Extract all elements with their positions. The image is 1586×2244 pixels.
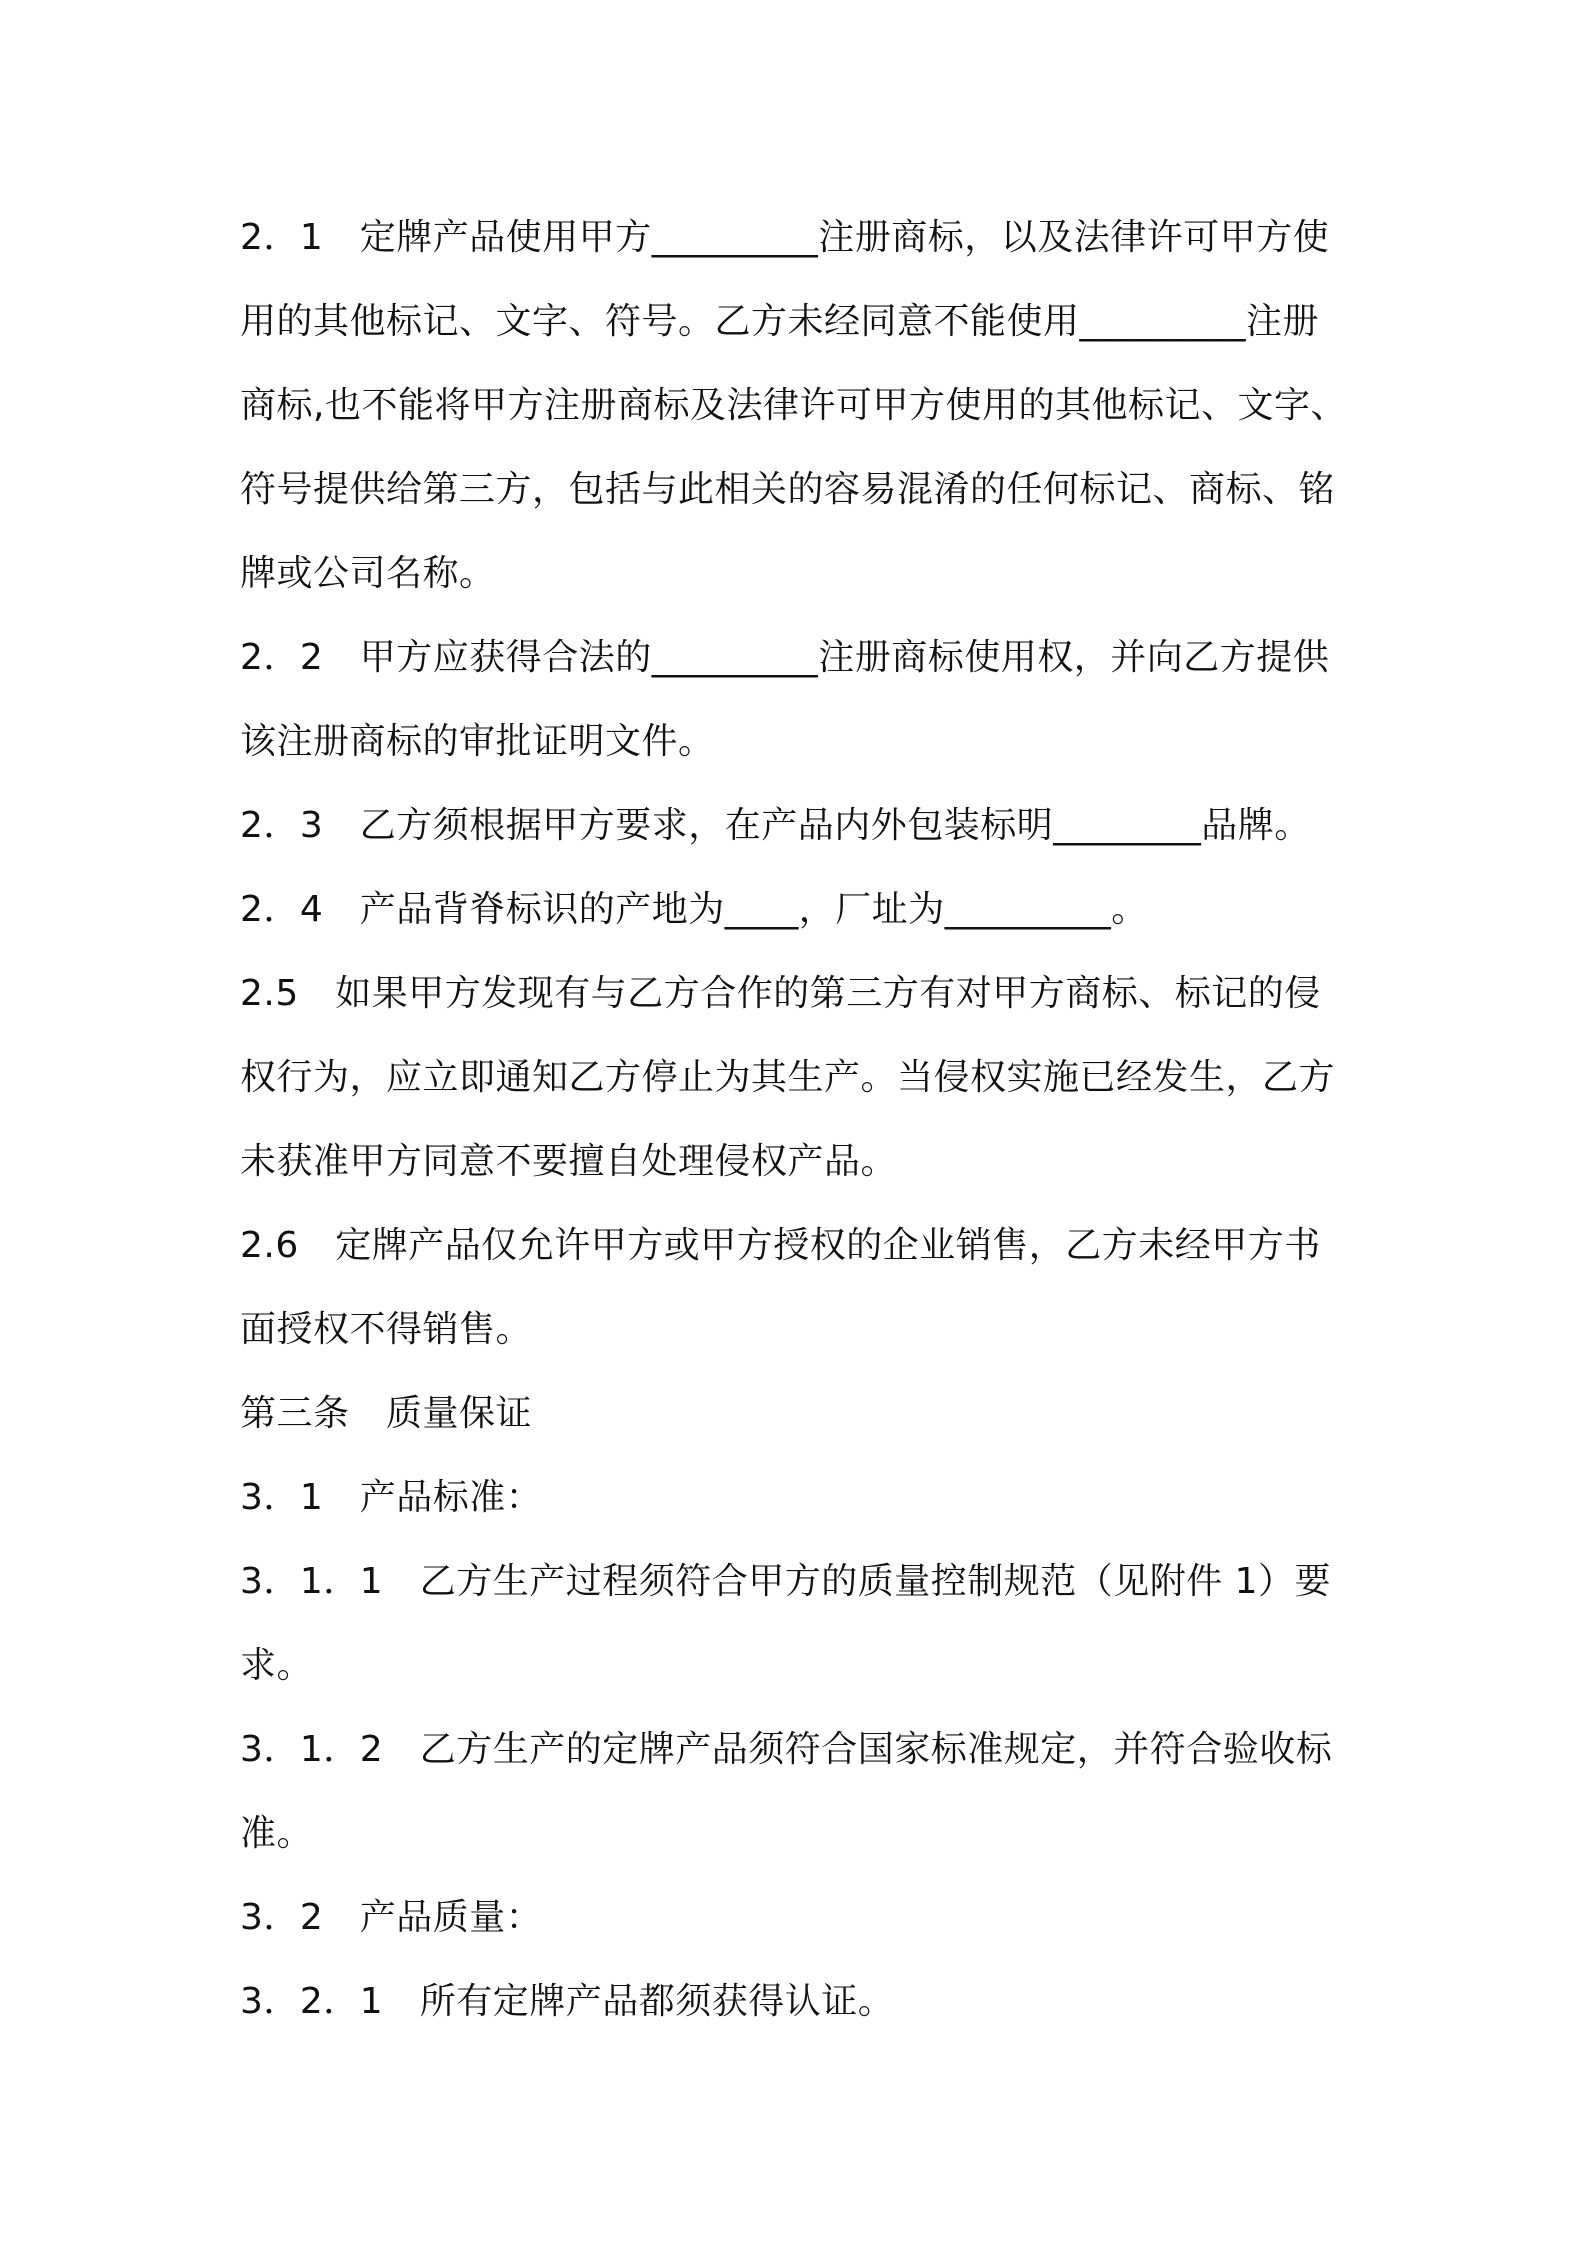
text-line-20: 准。: [240, 1813, 314, 1854]
text-line-2: 用的其他标记、文字、符号。乙方未经同意不能使用_________注册: [240, 301, 1320, 342]
text-line-6: 2．2 甲方应获得合法的_________注册商标使用权，并向乙方提供: [240, 637, 1330, 678]
text-line-7: 该注册商标的审批证明文件。: [240, 721, 715, 762]
text-line-11: 权行为，应立即通知乙方停止为其生产。当侵权实施已经发生，乙方: [240, 1057, 1336, 1098]
section-heading: 第三条 质量保证: [240, 1393, 533, 1434]
text-line-3: 商标,也不能将甲方注册商标及法律许可甲方使用的其他标记、文字、: [240, 385, 1347, 426]
text-line-22: 3．2．1 所有定牌产品都须获得认证。: [240, 1981, 895, 2022]
text-line-9: 2．4 产品背脊标识的产地为____，厂址为_________。: [240, 889, 1148, 930]
text-line-4: 符号提供给第三方，包括与此相关的容易混淆的任何标记、商标、铭: [240, 469, 1336, 510]
text-line-10: 2.5 如果甲方发现有与乙方合作的第三方有对甲方商标、标记的侵: [240, 973, 1321, 1014]
text-line-13: 2.6 定牌产品仅允许甲方或甲方授权的企业销售，乙方未经甲方书: [240, 1225, 1321, 1266]
text-line-5: 牌或公司名称。: [240, 553, 496, 594]
text-line-12: 未获准甲方同意不要擅自处理侵权产品。: [240, 1141, 898, 1182]
text-line-8: 2．3 乙方须根据甲方要求，在产品内外包装标明________品牌。: [240, 805, 1311, 846]
text-line-18: 求。: [240, 1645, 314, 1686]
text-line-21: 3．2 产品质量：: [240, 1897, 543, 1938]
document-page: [240, 196, 1358, 2044]
text-line-16: 3．1 产品标准：: [240, 1477, 543, 1518]
text-line-14: 面授权不得销售。: [240, 1309, 533, 1350]
text-line-17: 3．1．1 乙方生产过程须符合甲方的质量控制规范（见附件 1）要: [240, 1561, 1332, 1602]
text-line-19: 3．1．2 乙方生产的定牌产品须符合国家标准规定，并符合验收标: [240, 1729, 1333, 1770]
text-line-1: 2．1 定牌产品使用甲方_________注册商标，以及法律许可甲方使: [240, 217, 1330, 258]
